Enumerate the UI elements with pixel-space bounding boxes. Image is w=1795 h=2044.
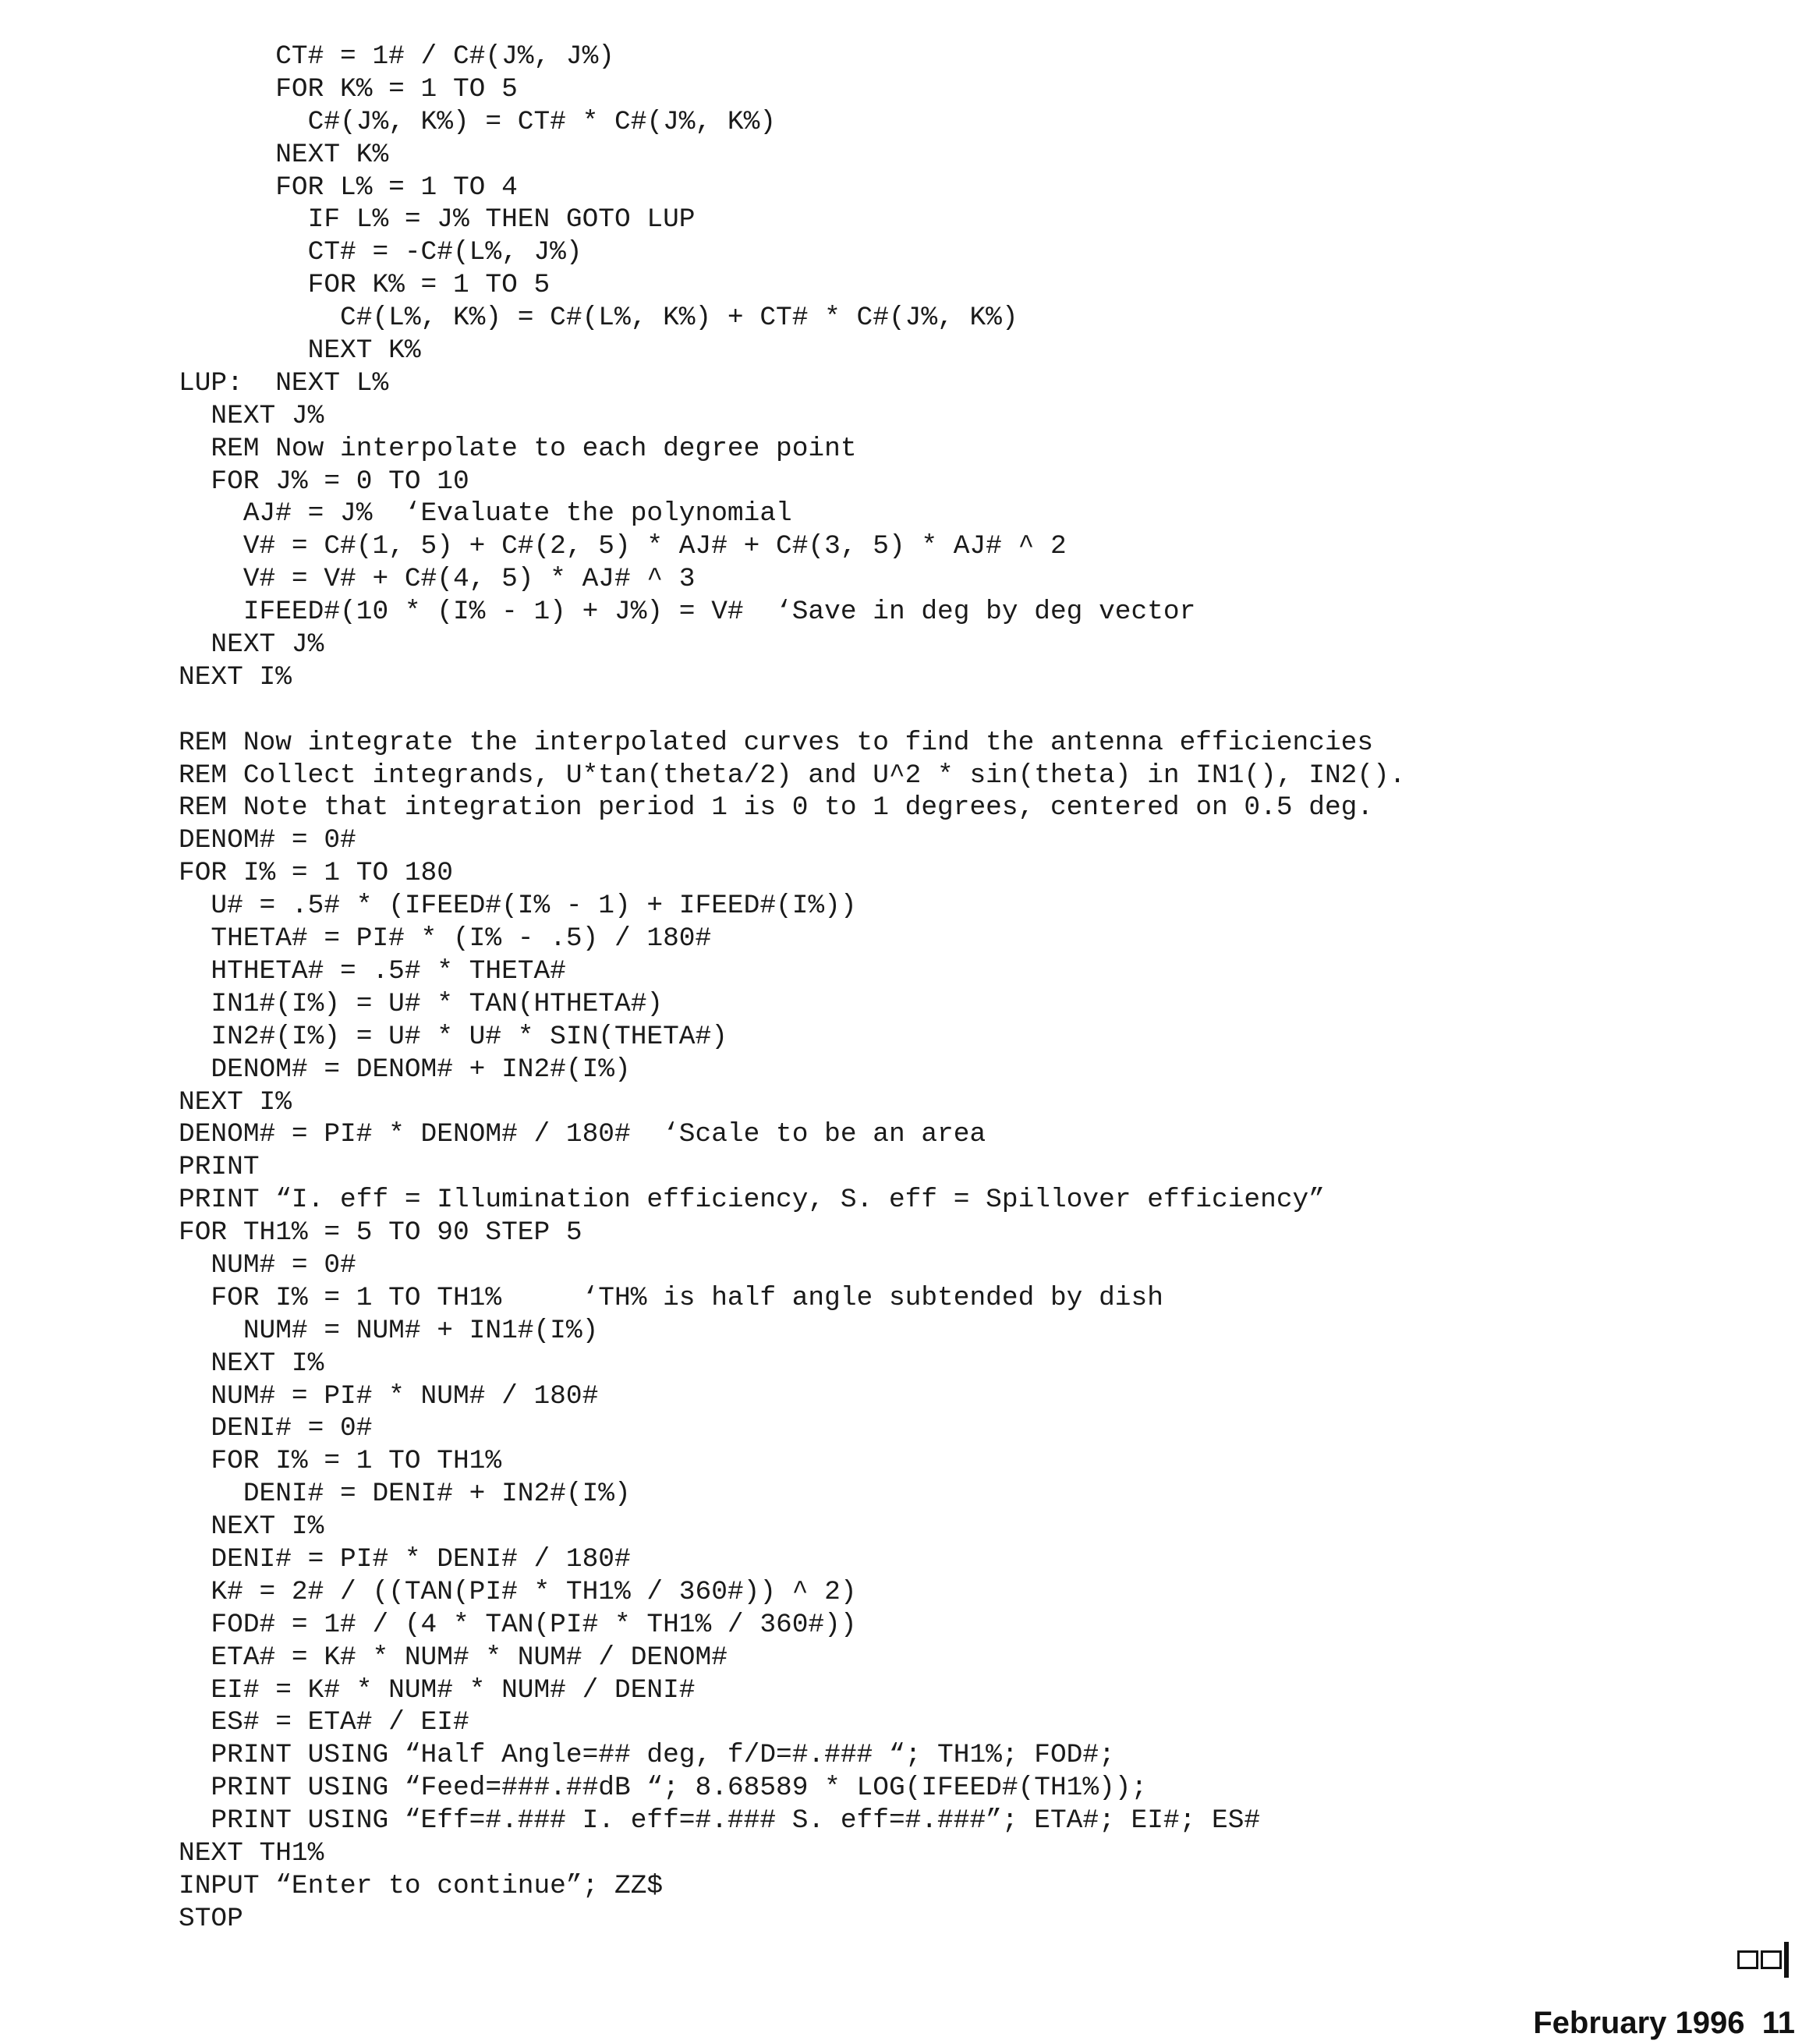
code-line: THETA# = PI# * (I% - .5) / 180#: [179, 923, 712, 955]
code-line: FOR I% = 1 TO TH1%: [179, 1446, 502, 1477]
code-line: DENOM# = 0#: [179, 825, 356, 856]
code-line: LUP: NEXT L%: [179, 367, 389, 399]
code-line: U# = .5# * (IFEED#(I% - 1) + IFEED#(I%)): [179, 891, 857, 922]
page-folio: February 1996 11: [1533, 2006, 1795, 2040]
code-line: INPUT “Enter to continue”; ZZ$: [179, 1870, 664, 1901]
code-line: V# = V# + C#(4, 5) * AJ# ^ 3: [179, 564, 696, 595]
code-line: NEXT I%: [179, 661, 292, 693]
code-line: FOR I% = 1 TO TH1% ‘TH% is half angle subtended by dish: [179, 1282, 1163, 1313]
code-line: FOR I% = 1 TO 180: [179, 858, 453, 889]
code-line: AJ# = J% ‘Evaluate the polynomial: [179, 498, 792, 530]
code-line: NEXT J%: [179, 629, 324, 661]
code-line: NUM# = NUM# + IN1#(I%): [179, 1315, 599, 1346]
code-line: STOP: [179, 1903, 243, 1934]
code-line: REM Collect integrands, U*tan(theta/2) and U^2 * sin(theta) in IN1(), IN2().: [179, 760, 1406, 791]
end-mark-bar-icon: [1784, 1942, 1789, 1978]
end-mark-box-icon: [1761, 1950, 1782, 1969]
code-line: HTHETA# = .5# * THETA#: [179, 955, 566, 987]
code-line: C#(J%, K%) = CT# * C#(J%, K%): [179, 106, 777, 137]
code-line: V# = C#(1, 5) + C#(2, 5) * AJ# + C#(3, 5) * AJ# ^ 2: [179, 531, 1067, 562]
code-line: REM Note that integration period 1 is 0 to 1 degrees, centered on 0.5 deg.: [179, 792, 1374, 824]
code-line: K# = 2# / ((TAN(PI# * TH1% / 360#)) ^ 2): [179, 1576, 857, 1607]
code-line: REM Now integrate the interpolated curves to find the antenna efficiencies: [179, 727, 1374, 758]
code-line: IFEED#(10 * (I% - 1) + J%) = V# ‘Save in deg by deg vector: [179, 597, 1196, 628]
code-line: DENI# = 0#: [179, 1413, 373, 1444]
code-line: IF L% = J% THEN GOTO LUP: [179, 204, 696, 236]
code-line: ES# = ETA# / EI#: [179, 1707, 469, 1738]
code-line: PRINT USING “Feed=###.##dB “; 8.68589 * LOG(IFEED#(TH1%));: [179, 1773, 1148, 1804]
basic-program-listing: [179, 41, 1405, 1936]
code-line: REM Now interpolate to each degree point: [179, 433, 857, 464]
code-line: NEXT I%: [179, 1348, 324, 1379]
end-of-article-mark-icon: [1737, 1942, 1789, 1978]
code-line: IN2#(I%) = U# * U# * SIN(THETA#): [179, 1021, 728, 1052]
code-line: PRINT: [179, 1152, 260, 1183]
code-line: PRINT USING “Eff=#.### I. eff=#.### S. eff=#.###”; ETA#; EI#; ES#: [179, 1805, 1261, 1837]
code-line: CT# = 1# / C#(J%, J%): [179, 41, 614, 72]
code-line: EI# = K# * NUM# * NUM# / DENI#: [179, 1674, 696, 1706]
code-line: NEXT K%: [179, 335, 421, 367]
code-line: FOR K% = 1 TO 5: [179, 73, 518, 105]
code-line: FOR TH1% = 5 TO 90 STEP 5: [179, 1217, 582, 1249]
code-line: CT# = -C#(L%, J%): [179, 237, 582, 268]
code-line: C#(L%, K%) = C#(L%, K%) + CT# * C#(J%, K%): [179, 303, 1018, 334]
code-line: [179, 694, 1405, 727]
code-line: NEXT K%: [179, 139, 389, 170]
code-line: FOD# = 1# / (4 * TAN(PI# * TH1% / 360#)): [179, 1609, 857, 1640]
code-line: DENI# = PI# * DENI# / 180#: [179, 1543, 631, 1575]
code-line: FOR J% = 0 TO 10: [179, 466, 469, 497]
code-line: NEXT I%: [179, 1511, 324, 1543]
code-line: NUM# = 0#: [179, 1249, 356, 1281]
code-line: NUM# = PI# * NUM# / 180#: [179, 1380, 599, 1412]
code-line: NEXT J%: [179, 400, 324, 431]
end-mark-box-icon: [1737, 1950, 1758, 1969]
code-line: FOR L% = 1 TO 4: [179, 172, 518, 203]
code-line: ETA# = K# * NUM# * NUM# / DENOM#: [179, 1642, 728, 1673]
code-line: DENOM# = PI# * DENOM# / 180# ‘Scale to be an area: [179, 1119, 986, 1150]
code-line: PRINT “I. eff = Illumination efficiency, S. eff = Spillover efficiency”: [179, 1185, 1325, 1216]
code-line: IN1#(I%) = U# * TAN(HTHETA#): [179, 988, 664, 1019]
code-line: DENOM# = DENOM# + IN2#(I%): [179, 1054, 631, 1085]
code-line: DENI# = DENI# + IN2#(I%): [179, 1479, 631, 1510]
code-line: FOR K% = 1 TO 5: [179, 270, 551, 301]
code-line: NEXT I%: [179, 1086, 292, 1118]
code-line: NEXT TH1%: [179, 1837, 324, 1869]
code-line: PRINT USING “Half Angle=## deg, f/D=#.### “; TH1%; FOD#;: [179, 1740, 1115, 1771]
